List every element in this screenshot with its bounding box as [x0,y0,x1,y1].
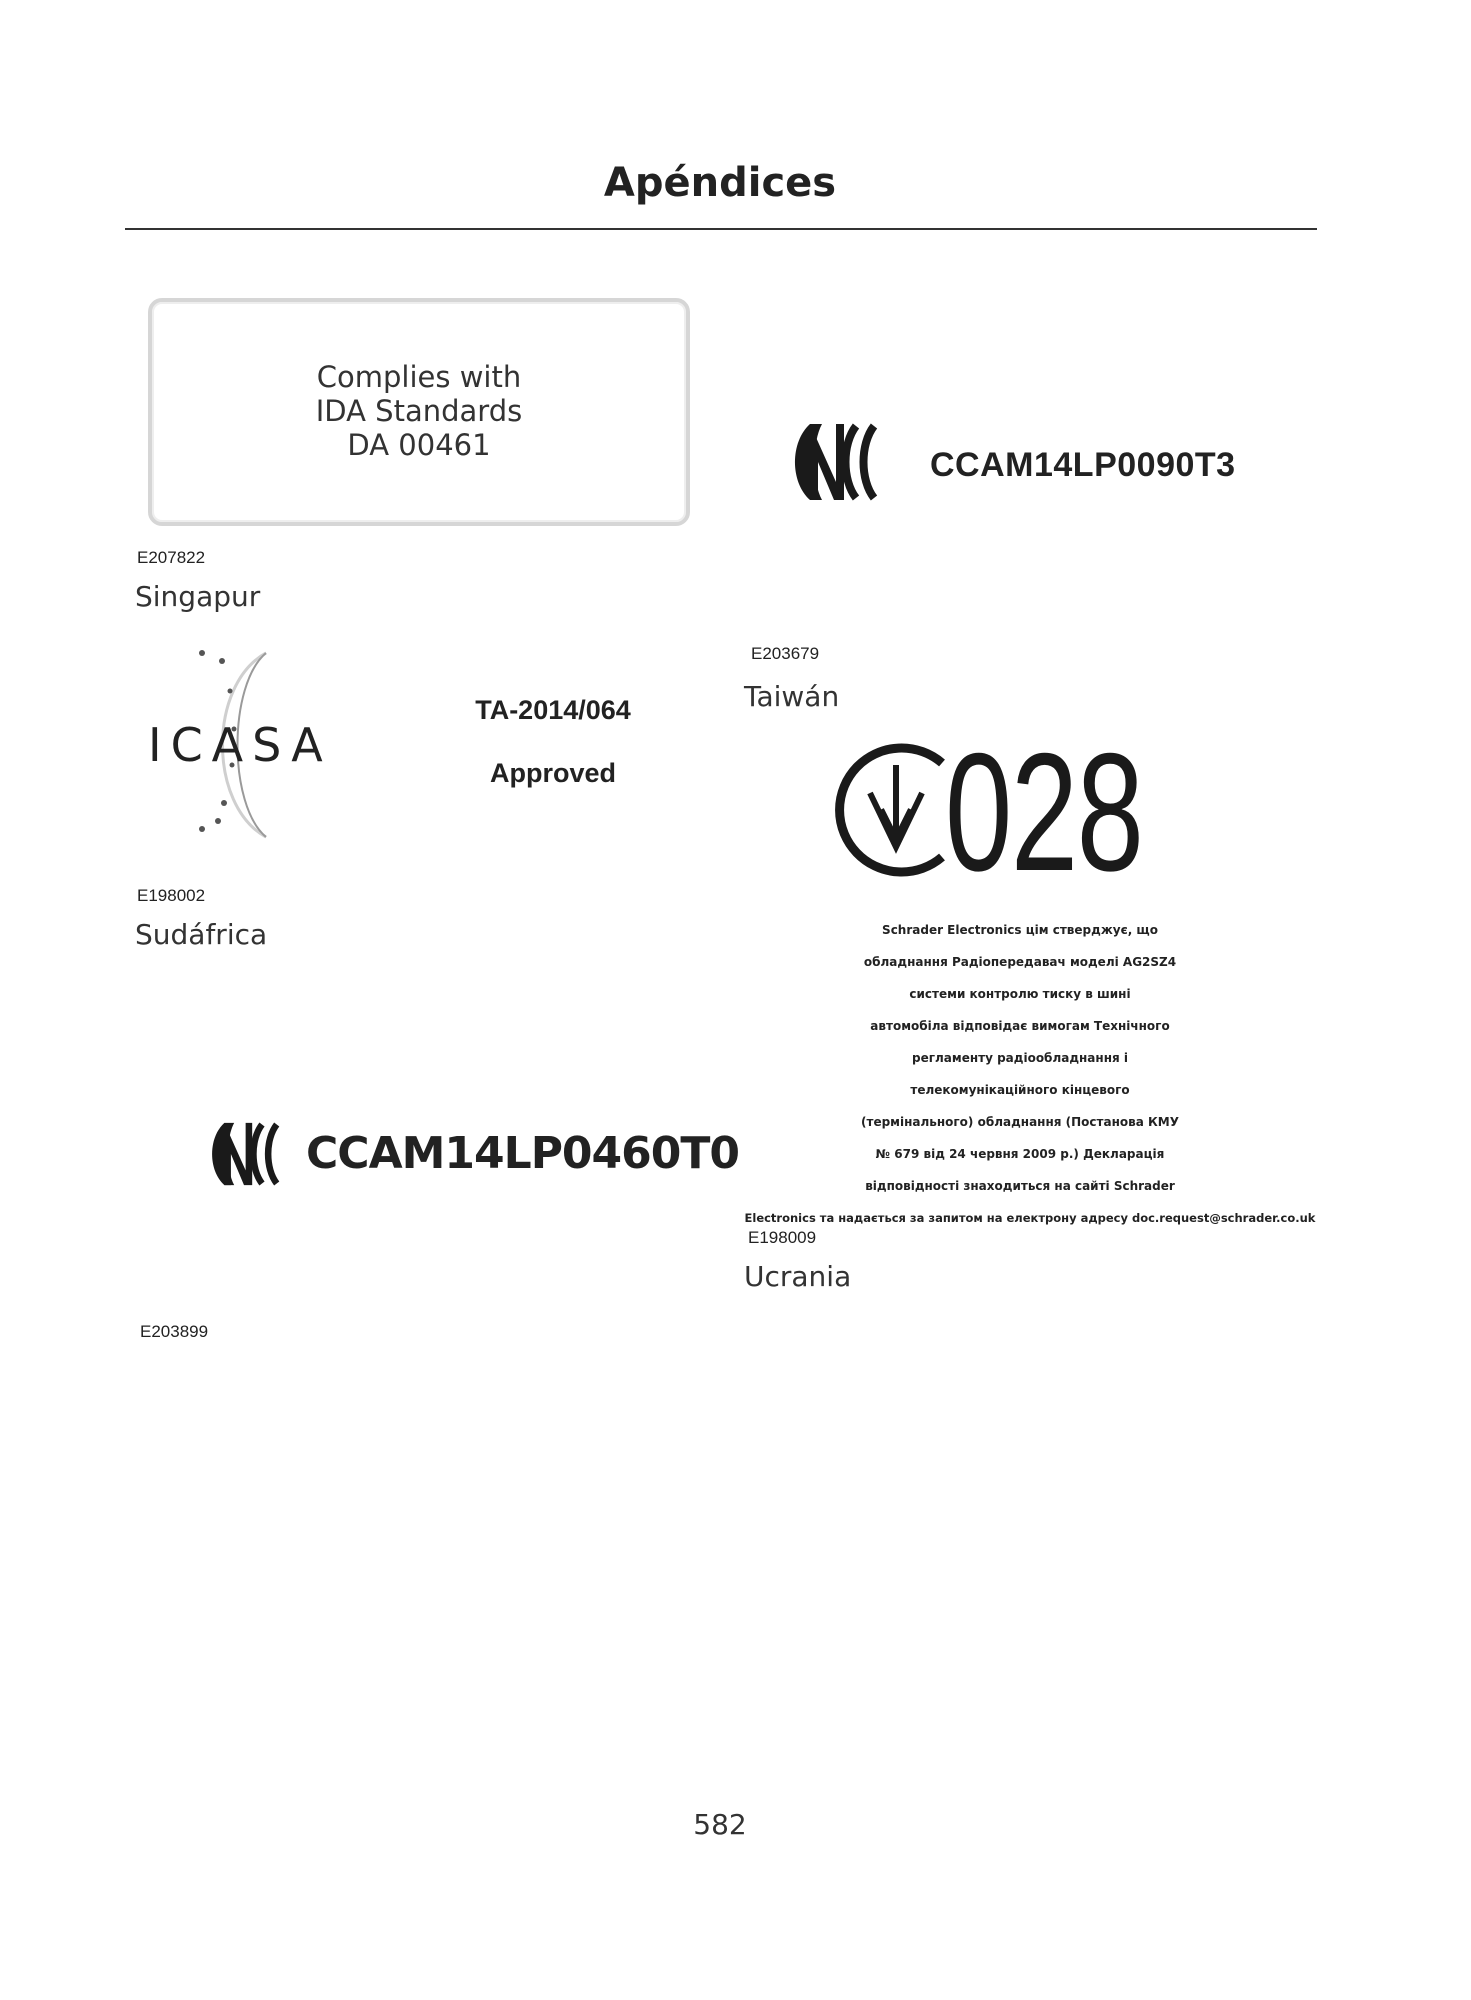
country-label: Taiwán [744,680,840,713]
declaration-line: регламенту радіообладнання і [912,1051,1128,1065]
icasa-logo-text: ICASA [148,718,332,772]
ida-line: DA 00461 [347,428,491,462]
declaration-line: відповідності знаходиться на сайті Schrader [865,1179,1175,1193]
declaration-line: обладнання Радіопередавач моделі AG2SZ4 [863,955,1177,969]
page-title: Apéndices [603,160,837,206]
ukraine-mark-number: 028 [945,718,1143,906]
declaration-line: телекомунікаційного кінцевого [910,1083,1130,1097]
page-number: 582 [693,1808,747,1841]
declaration-line: Schrader Electronics цім стверджує, що [882,923,1158,937]
country-label: Sudáfrica [135,918,268,951]
ukraine-declaration [744,914,1316,1234]
image-code: E207822 [137,548,206,567]
declaration-line: системи контролю тиску в шині [909,987,1131,1001]
country-label: Ucrania [744,1260,852,1293]
ncc-logo-icon [208,1108,298,1200]
declaration-line: Electronics та надається за запитом на електрону адресу doc.request@schrader.co.uk [744,1211,1316,1225]
ida-line: Complies with [316,360,522,394]
image-code: E198002 [137,886,206,905]
declaration-line: автомобіла відповідає вимогам Технічного [870,1019,1170,1033]
icasa-approved-label: Approved [489,758,616,788]
ida-compliance-text [148,360,690,462]
image-code: E203679 [751,644,820,663]
ncc-certificate-number: CCAM14LP0460T0 [306,1128,740,1179]
ida-line: IDA Standards [315,394,523,428]
title-divider [125,228,1317,230]
ncc-certificate-number: CCAM14LP0090T3 [930,446,1236,484]
country-label: Singapur [135,580,261,613]
declaration-line: (термінального) обладнання (Постанова КМУ [861,1115,1179,1129]
image-code: E203899 [140,1322,209,1341]
image-code: E198009 [748,1228,817,1247]
icasa-approval-number: TA-2014/064 [475,695,631,725]
ncc-logo-icon [790,412,900,512]
declaration-line: № 679 від 24 червня 2009 р.) Декларація [875,1147,1165,1161]
